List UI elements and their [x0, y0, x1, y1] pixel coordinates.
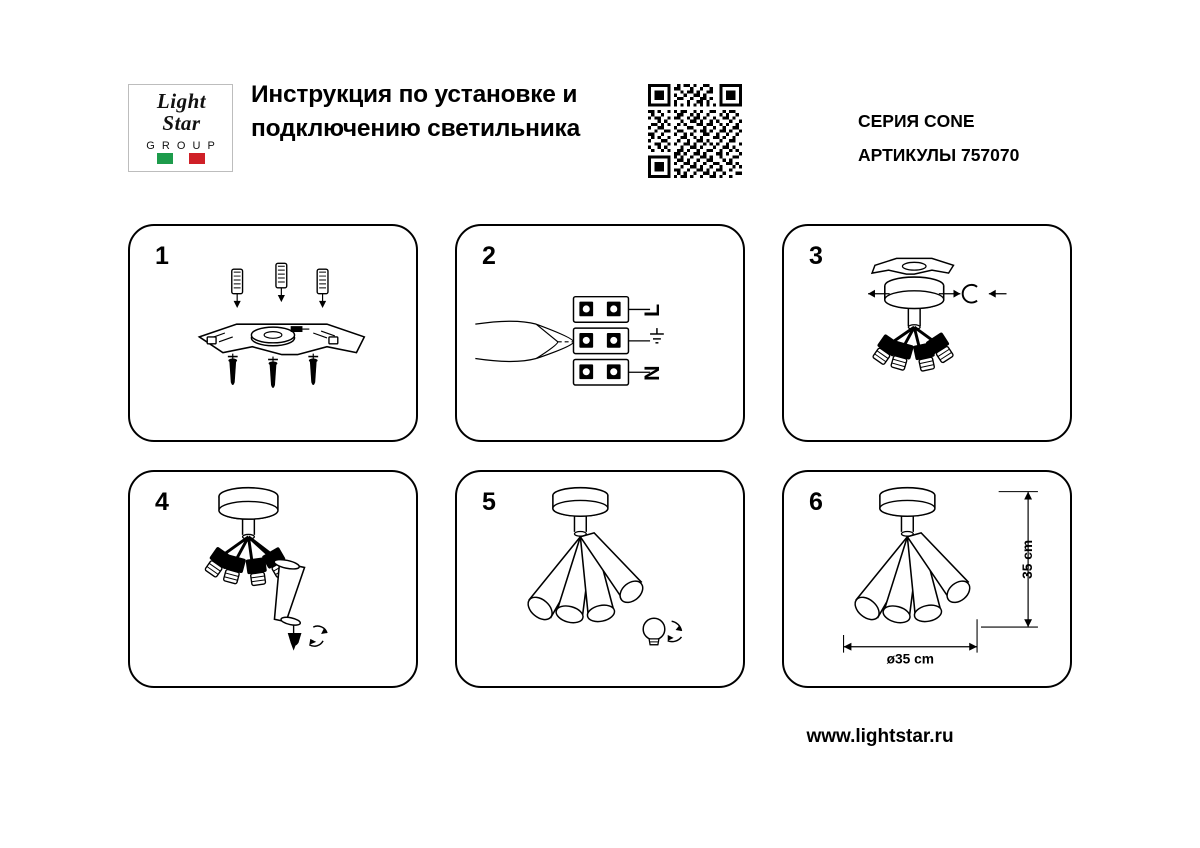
- step-panel-3: [782, 224, 1072, 442]
- step-number-1: 1: [155, 242, 169, 270]
- step-6-illustration: [784, 472, 1070, 686]
- step-5-illustration: [457, 472, 743, 686]
- step-3-illustration: [784, 226, 1070, 440]
- brand-logo: [128, 84, 233, 172]
- product-meta: [858, 104, 1078, 172]
- step-number-6: 6: [809, 488, 823, 516]
- page-title: [251, 78, 651, 146]
- step-number-2: 2: [482, 242, 496, 270]
- step-panel-2: [455, 224, 745, 442]
- footer: [0, 726, 1200, 748]
- series-label: СЕРИЯ CONE: [858, 111, 975, 131]
- brand-logo-line3: G R O U P: [146, 140, 217, 152]
- terminal-label-L: L: [638, 303, 664, 318]
- step-panel-5: [455, 470, 745, 688]
- steps-grid: [128, 224, 1072, 694]
- website-link[interactable]: www.lightstar.ru: [806, 726, 954, 747]
- step-number-3: 3: [809, 242, 823, 270]
- header: [128, 78, 1072, 188]
- dimension-diameter-label: ø35 cm: [886, 651, 934, 667]
- page-title-line2: подключению светильника: [251, 115, 581, 142]
- step-panel-6: [782, 470, 1072, 688]
- article-label: АРТИКУЛЫ 757070: [858, 145, 1020, 165]
- step-4-illustration: [130, 472, 416, 686]
- brand-logo-line2: Star: [162, 111, 201, 135]
- qr-code-icon: [648, 84, 742, 178]
- step-number-5: 5: [482, 488, 496, 516]
- step-panel-4: [128, 470, 418, 688]
- dimension-height-label: 35 cm: [1020, 539, 1036, 579]
- page-title-line1: Инструкция по установке и: [251, 81, 578, 108]
- step-panel-1: [128, 224, 418, 442]
- terminal-label-N: N: [638, 365, 664, 382]
- brand-logo-line1: Light: [156, 89, 207, 113]
- step-2-illustration: [457, 226, 743, 440]
- step-1-illustration: [130, 226, 416, 440]
- step-number-4: 4: [155, 488, 169, 516]
- italy-flag-icon: [157, 153, 205, 164]
